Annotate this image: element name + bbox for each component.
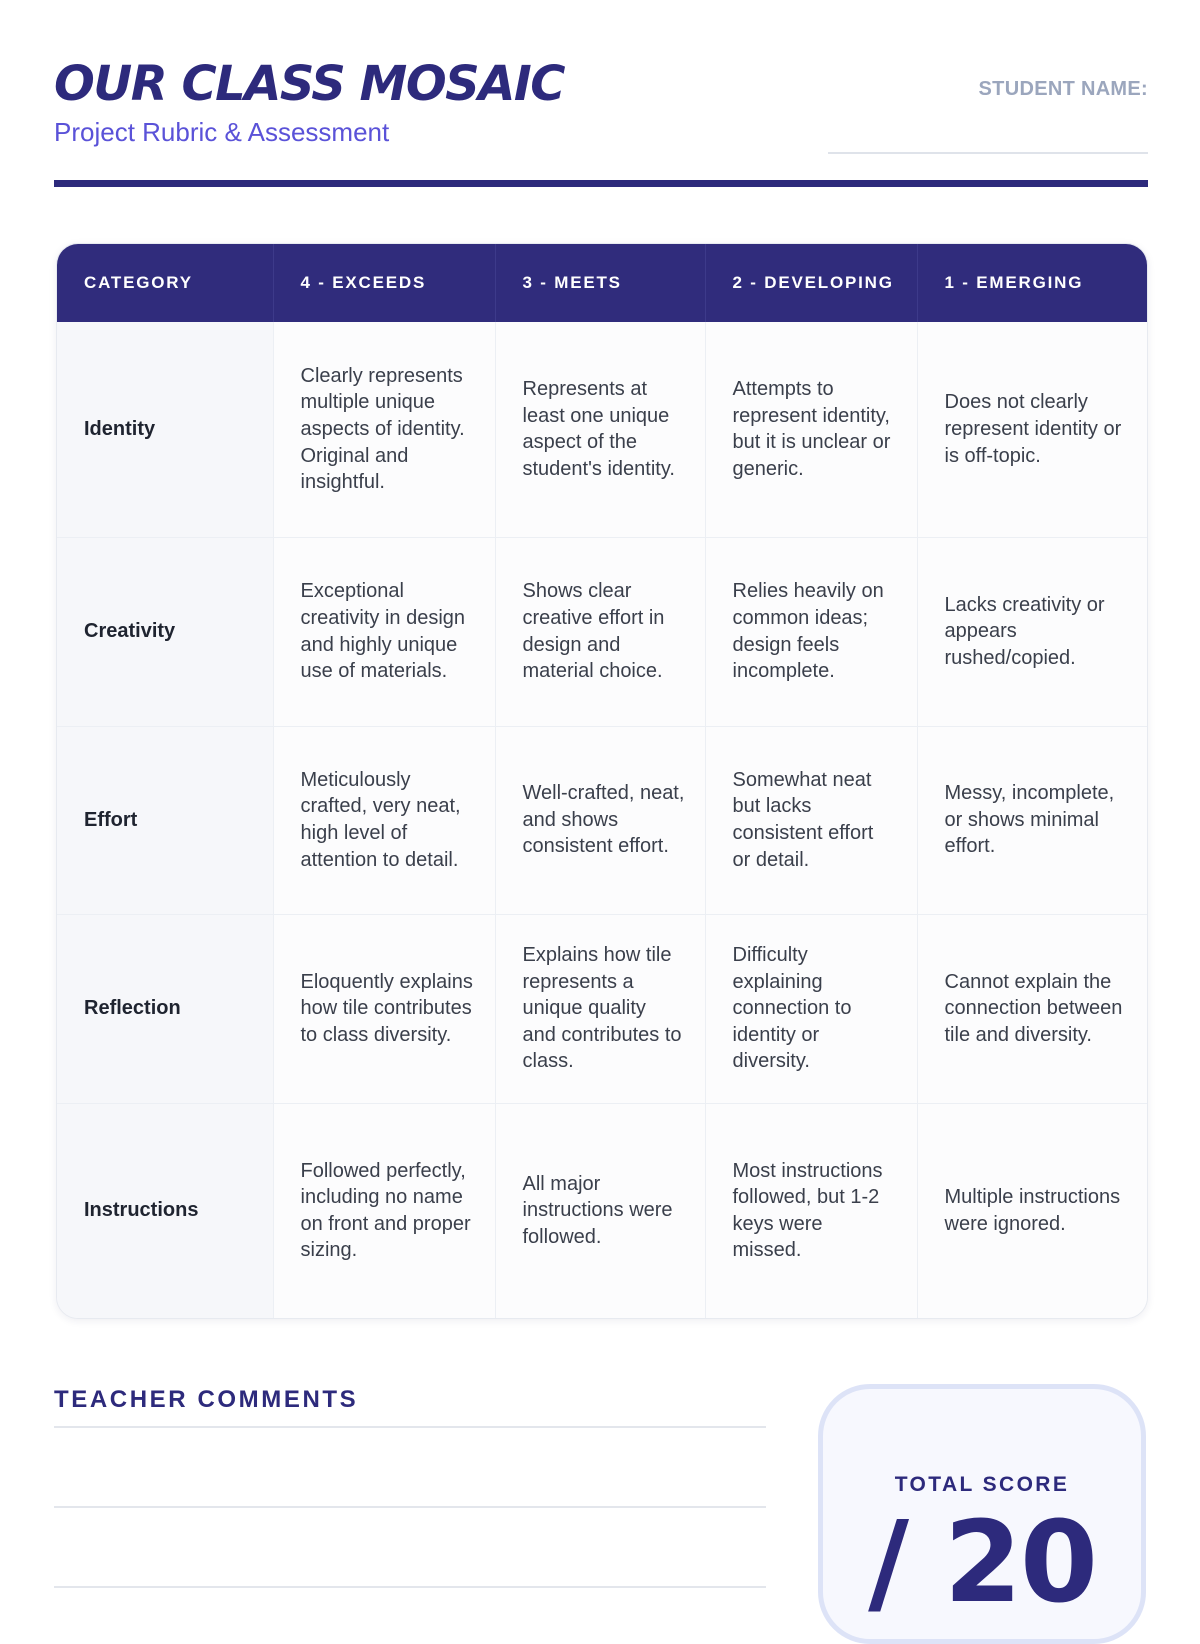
category-cell: Identity	[57, 322, 273, 537]
header-divider	[54, 180, 1148, 187]
emerging-cell: Cannot explain the connection between tile and diversity.	[917, 914, 1147, 1103]
rubric-row-effort	[57, 726, 1147, 914]
emerging-cell: Does not clearly represent identity or is off-topic.	[917, 322, 1147, 537]
category-cell: Instructions	[57, 1103, 273, 1318]
column-header-developing: 2 - DEVELOPING	[705, 244, 917, 322]
category-cell: Creativity	[57, 537, 273, 726]
rubric-row-identity	[57, 322, 1147, 537]
category-cell: Effort	[57, 726, 273, 914]
column-header-exceeds: 4 - EXCEEDS	[273, 244, 495, 322]
emerging-cell: Multiple instructions were ignored.	[917, 1103, 1147, 1318]
student-name-label: STUDENT NAME:	[978, 78, 1148, 100]
rubric-table-card	[56, 243, 1148, 1319]
developing-cell: Relies heavily on common ideas; design feels incomplete.	[705, 537, 917, 726]
total-score-box	[818, 1384, 1146, 1644]
meets-cell: Explains how tile represents a unique quality and contributes to class.	[495, 914, 705, 1103]
column-header-emerging: 1 - EMERGING	[917, 244, 1147, 322]
developing-cell: Difficulty explaining connection to identity or diversity.	[705, 914, 917, 1103]
total-score-label: TOTAL SCORE	[894, 1473, 1070, 1496]
rubric-row-creativity	[57, 537, 1147, 726]
developing-cell: Somewhat neat but lacks consistent effort or detail.	[705, 726, 917, 914]
exceeds-cell: Clearly represents multiple unique aspects of identity. Original and insightful.	[273, 322, 495, 537]
exceeds-cell: Meticulously crafted, very neat, high level of attention to detail.	[273, 726, 495, 914]
category-cell: Reflection	[57, 914, 273, 1103]
meets-cell: Shows clear creative effort in design and material choice.	[495, 537, 705, 726]
meets-cell: Represents at least one unique aspect of the student's identity.	[495, 322, 705, 537]
rubric-row-reflection	[57, 914, 1147, 1103]
developing-cell: Attempts to represent identity, but it is unclear or generic.	[705, 322, 917, 537]
comment-line[interactable]	[54, 1506, 766, 1508]
emerging-cell: Lacks creativity or appears rushed/copied.	[917, 537, 1147, 726]
teacher-comments-heading: TEACHER COMMENTS	[54, 1386, 359, 1413]
rubric-table	[57, 244, 1147, 1318]
page-subtitle: Project Rubric & Assessment	[54, 117, 390, 147]
meets-cell: All major instructions were followed.	[495, 1103, 705, 1318]
rubric-header-row	[57, 244, 1147, 322]
exceeds-cell: Exceptional creativity in design and highly unique use of materials.	[273, 537, 495, 726]
comment-line	[54, 1426, 766, 1428]
emerging-cell: Messy, incomplete, or shows minimal effort.	[917, 726, 1147, 914]
page-title: OUR CLASS MOSAIC	[54, 56, 564, 112]
total-score-value: / 20	[868, 1498, 1096, 1628]
page-header	[54, 52, 1148, 188]
exceeds-cell: Followed perfectly, including no name on front and proper sizing.	[273, 1103, 495, 1318]
developing-cell: Most instructions followed, but 1-2 keys were missed.	[705, 1103, 917, 1318]
rubric-row-instructions	[57, 1103, 1147, 1318]
comment-line[interactable]	[54, 1586, 766, 1588]
meets-cell: Well-crafted, neat, and shows consistent effort.	[495, 726, 705, 914]
student-name-field[interactable]	[828, 152, 1148, 154]
exceeds-cell: Eloquently explains how tile contributes to class diversity.	[273, 914, 495, 1103]
column-header-category: CATEGORY	[57, 244, 273, 322]
column-header-meets: 3 - MEETS	[495, 244, 705, 322]
